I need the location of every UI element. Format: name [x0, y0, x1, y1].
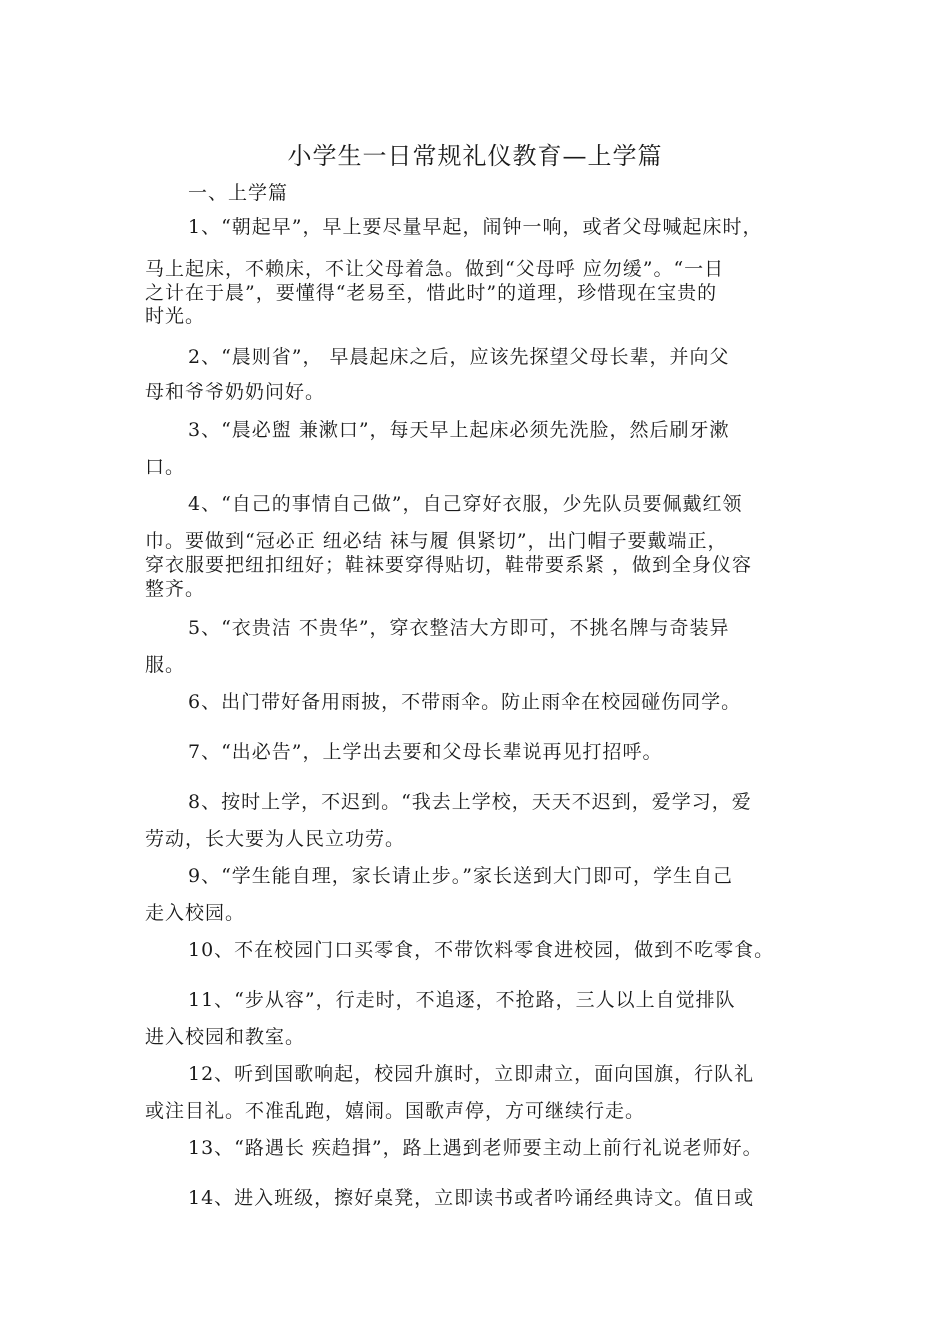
paragraph-line: 4、“自己的事情自己做”，自己穿好衣服，少先队员要佩戴红领	[188, 493, 743, 515]
paragraph-line: 12、听到国歌响起，校园升旗时，立即肃立，面向国旗，行队礼	[188, 1063, 755, 1085]
paragraph-line: 劳动，长大要为人民立功劳。	[145, 828, 406, 850]
paragraph-line: 14、进入班级，擦好桌凳，立即读书或者吟诵经典诗文。值日或	[188, 1187, 755, 1209]
paragraph-line: 1、“朝起早”，早上要尽量早起，闹钟一响，或者父母喊起床时，	[188, 216, 763, 238]
paragraph-line: 6、出门带好备用雨披，不带雨伞。防止雨伞在校园碰伤同学。	[188, 691, 742, 713]
paragraph-line: 13、“路遇长 疾趋揖”，路上遇到老师要主动上前行礼说老师好。	[188, 1137, 763, 1159]
paragraph-line: 7、“出必告”，上学出去要和父母长辈说再见打招呼。	[188, 741, 663, 763]
paragraph-line: 8、按时上学，不迟到。“我去上学校，天天不迟到，爱学习，爱	[188, 791, 752, 813]
paragraph-line: 2、“晨则省”， 早晨起床之后，应该先探望父母长辈，并向父	[188, 346, 730, 368]
paragraph-line: 巾。要做到“冠必正 纽必结 袜与履 俱紧切”，出门帽子要戴端正，	[145, 530, 728, 552]
paragraph-line: 或注目礼。不准乱跑，嬉闹。国歌声停，方可继续行走。	[145, 1100, 646, 1122]
paragraph-line: 进入校园和教室。	[145, 1026, 306, 1048]
paragraph-line: 9、“学生能自理，家长请止步。”家长送到大门即可，学生自己	[188, 865, 734, 887]
paragraph-line: 时光。	[145, 305, 206, 327]
paragraph-line: 10、不在校园门口买零食，不带饮料零食进校园，做到不吃零食。	[188, 939, 775, 961]
paragraph-line: 口。	[145, 456, 186, 478]
paragraph-line: 马上起床，不赖床，不让父母着急。做到“父母呼 应勿缓”。“一日	[145, 258, 725, 280]
paragraph-line: 走入校园。	[145, 902, 246, 924]
paragraph-line: 穿衣服要把纽扣纽好；鞋袜要穿得贴切，鞋带要系紧 ，做到全身仪容	[145, 554, 753, 576]
paragraph-line: 整齐。	[145, 578, 206, 600]
paragraph-line: 母和爷爷奶奶问好。	[145, 381, 326, 403]
paragraph-line: 服。	[145, 654, 186, 676]
paragraph-line: 3、“晨必盥 兼漱口”，每天早上起床必须先洗脸，然后刷牙漱	[188, 419, 730, 441]
paragraph-line: 5、“衣贵洁 不贵华”，穿衣整洁大方即可，不挑名牌与奇装异	[188, 617, 730, 639]
paragraph-line: 11、“步从容”，行走时，不追逐，不抢路，三人以上自觉排队	[188, 989, 736, 1011]
document-title: 小学生一日常规礼仪教育—上学篇	[287, 142, 663, 170]
section-heading: 一、上学篇	[188, 182, 289, 204]
paragraph-line: 之计在于晨”，要懂得“老易至，惜此时”的道理，珍惜现在宝贵的	[145, 282, 718, 304]
